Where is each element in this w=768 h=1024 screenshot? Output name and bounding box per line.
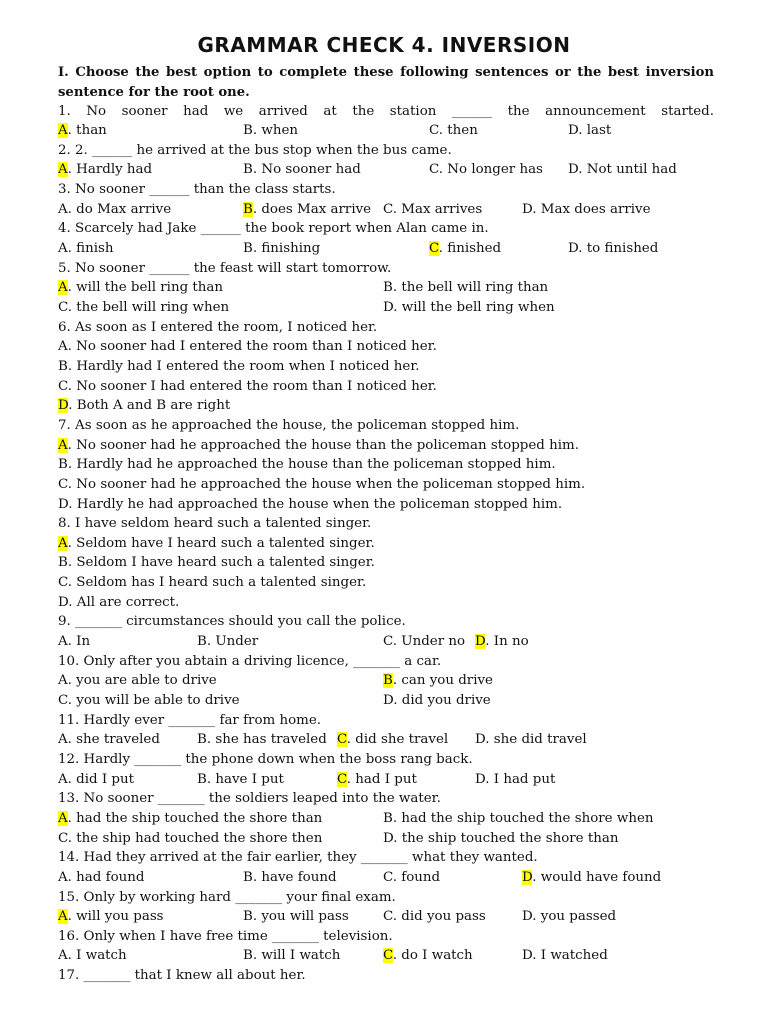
answer-option: [429, 160, 543, 180]
question-text: 7. As soon as he approached the house, the policeman stopped him.: [58, 417, 520, 433]
answer-option: [383, 200, 482, 220]
option-letter: B: [383, 673, 393, 689]
question-text: 8. I have seldom heard such a talented singer.: [58, 516, 372, 532]
option-letter: C: [383, 909, 393, 925]
option-letter: C: [383, 948, 393, 964]
option-letter: A: [58, 869, 68, 885]
answer-option: [522, 200, 651, 220]
answer-option: [58, 946, 127, 966]
option-letter: D: [58, 594, 69, 610]
answer-option: [383, 829, 618, 849]
answer-option: [58, 495, 562, 515]
option-letter: C: [58, 830, 68, 846]
option-letter: B: [243, 162, 253, 178]
option-text: . you passed: [532, 909, 617, 925]
answer-option: [58, 357, 420, 377]
option-letter: A: [58, 810, 68, 826]
option-text: . Both A and B are right: [68, 398, 231, 414]
option-text: . had I put: [346, 771, 417, 787]
option-letter: C: [429, 241, 439, 257]
option-letter: C: [58, 693, 68, 708]
option-text: . you will be able to drive: [67, 693, 240, 708]
option-letter: C: [429, 162, 439, 178]
option-text: . finished: [438, 241, 502, 257]
question-text: 4. Scarcely had Jake ______ the book report when Alan came in.: [58, 221, 489, 237]
option-text: . the bell will ring when: [67, 300, 230, 315]
option-text: . Hardly had I entered the room when I noticed her.: [67, 358, 420, 374]
option-letter: D: [522, 948, 533, 964]
option-text: . Not until had: [578, 162, 677, 178]
option-text: . does Max arrive: [252, 201, 372, 217]
option-letter: B: [243, 948, 253, 964]
option-letter: B: [383, 280, 393, 296]
option-letter: C: [383, 634, 393, 650]
option-letter: B: [243, 909, 253, 925]
option-text: . In no: [485, 634, 529, 650]
question-text: 2. 2. ______ he arrived at the bus stop when the bus came.: [58, 142, 452, 158]
option-text: . Max does arrive: [532, 201, 651, 217]
answer-option: [58, 298, 229, 318]
answer-option: [243, 200, 371, 220]
option-text: . finish: [67, 241, 114, 257]
answer-option: [522, 907, 616, 927]
answer-option: [243, 946, 340, 966]
option-text: . do Max arrive: [67, 201, 172, 217]
option-text: . Under no: [392, 634, 466, 650]
answer-option: [58, 671, 217, 691]
option-text: . then: [438, 123, 478, 139]
answer-option: [197, 730, 327, 750]
option-text: . she traveled: [67, 732, 160, 748]
option-text: . did you drive: [393, 693, 491, 708]
option-letter: A: [58, 280, 68, 296]
option-letter: B: [197, 771, 207, 787]
option-text: . do I watch: [392, 948, 473, 964]
option-letter: A: [58, 535, 68, 551]
answer-option: [58, 770, 134, 790]
option-letter: C: [58, 300, 68, 315]
option-text: . I watch: [67, 948, 127, 964]
option-letter: B: [243, 201, 253, 217]
question-text: 9. _______ circumstances should you call the police.: [58, 614, 406, 630]
option-text: . will I watch: [252, 948, 341, 964]
option-letter: C: [58, 378, 68, 394]
option-text: . No sooner had I entered the room than I noticed her.: [67, 339, 437, 355]
option-letter: C: [429, 123, 439, 139]
option-text: . finishing: [252, 241, 321, 257]
answer-option: [58, 436, 579, 456]
option-letter: A: [58, 634, 68, 650]
option-text: . to finished: [578, 241, 659, 257]
option-text: . you will pass: [252, 909, 349, 925]
option-text: . will the bell ring than: [67, 280, 224, 296]
answer-option: [58, 278, 223, 298]
option-letter: D: [475, 634, 486, 650]
option-text: . would have found: [532, 869, 662, 885]
option-letter: A: [58, 123, 68, 139]
question-text: 11. Hardly ever _______ far from home.: [58, 712, 322, 728]
answer-option: [383, 278, 548, 298]
option-text: . Max arrives: [392, 201, 483, 217]
option-text: . have I put: [206, 771, 284, 787]
answer-option: [58, 868, 144, 888]
option-letter: C: [383, 869, 393, 885]
answer-option: [58, 593, 179, 613]
answer-option: [337, 730, 448, 750]
option-text: . had found: [67, 869, 145, 885]
option-letter: D: [383, 300, 394, 315]
answer-option: [58, 121, 107, 141]
answer-option: [568, 121, 611, 141]
option-letter: A: [58, 241, 68, 257]
answer-option: [383, 868, 440, 888]
option-text: . In: [67, 634, 91, 650]
answer-option: [383, 298, 555, 318]
option-letter: D: [58, 398, 69, 414]
answer-option: [58, 829, 322, 849]
worksheet-title: GRAMMAR CHECK 4. INVERSION: [197, 33, 571, 57]
answer-option: [58, 573, 366, 593]
answer-option: [197, 632, 258, 652]
question-text: 5. No sooner ______ the feast will start tomorrow.: [58, 260, 392, 276]
answer-option: [337, 770, 417, 790]
answer-option: [58, 377, 437, 397]
option-letter: A: [58, 909, 68, 925]
question-text: 12. Hardly _______ the phone down when the boss rang back.: [58, 751, 473, 767]
question-text: 6. As soon as I entered the room, I noticed her.: [58, 319, 378, 335]
option-letter: B: [197, 634, 207, 650]
answer-option: [522, 946, 608, 966]
option-letter: C: [337, 771, 347, 787]
option-text: . she has traveled: [206, 732, 327, 748]
question-text: 17. _______ that I knew all about her.: [58, 968, 306, 984]
option-text: . have found: [252, 869, 337, 885]
answer-option: [243, 160, 361, 180]
answer-option: [383, 809, 654, 829]
option-letter: A: [58, 201, 68, 217]
option-letter: A: [58, 771, 68, 787]
option-letter: B: [58, 555, 68, 571]
answer-option: [58, 809, 322, 829]
option-letter: B: [58, 358, 68, 374]
option-text: . Hardly had he approached the house than the policeman stopped him.: [67, 457, 556, 473]
option-letter: D: [475, 771, 486, 787]
option-text: . can you drive: [392, 673, 493, 689]
option-letter: D: [522, 869, 533, 885]
option-text: . No sooner had he approached the house than the policeman stopped him.: [67, 437, 579, 453]
answer-option: [58, 691, 240, 711]
option-letter: A: [58, 339, 68, 355]
answer-option: [58, 534, 375, 554]
answer-option: [475, 632, 529, 652]
option-letter: D: [383, 693, 394, 708]
question-text: 3. No sooner ______ than the class starts.: [58, 182, 336, 198]
option-letter: D: [383, 830, 394, 846]
answer-option: [58, 907, 164, 927]
option-text: . Seldom has I heard such a talented singer.: [67, 575, 367, 591]
option-text: . the ship had touched the shore then: [67, 830, 323, 846]
option-text: . you are able to drive: [67, 673, 217, 689]
answer-option: [475, 730, 587, 750]
option-letter: B: [243, 869, 253, 885]
option-text: . No longer has: [438, 162, 543, 178]
option-letter: B: [243, 241, 253, 257]
question-text: 14. Had they arrived at the fair earlier, they _______ what they wanted.: [58, 850, 538, 866]
option-letter: D: [522, 201, 533, 217]
option-letter: A: [58, 948, 68, 964]
option-text: . last: [578, 123, 612, 139]
option-letter: B: [58, 457, 68, 473]
option-text: . Under: [206, 634, 259, 650]
answer-option: [429, 239, 501, 259]
option-text: . Seldom have I heard such a talented singer.: [67, 535, 375, 551]
option-text: . No sooner I had entered the room than I noticed her.: [67, 378, 437, 394]
option-letter: B: [383, 810, 393, 826]
answer-option: [197, 770, 284, 790]
answer-option: [58, 396, 230, 416]
option-text: . had the ship touched the shore than: [67, 810, 323, 826]
answer-option: [58, 239, 114, 259]
answer-option: [243, 121, 298, 141]
option-letter: D: [568, 123, 579, 139]
option-text: . No sooner had: [252, 162, 361, 178]
answer-option: [568, 160, 677, 180]
question-text: 10. Only after you abtain a driving licence, _______ a car.: [58, 653, 442, 669]
option-text: . Hardly had: [67, 162, 153, 178]
answer-option: [243, 239, 320, 259]
answer-option: [58, 475, 585, 495]
answer-option: [58, 455, 556, 475]
answer-option: [58, 553, 375, 573]
answer-option: [522, 868, 661, 888]
answer-option: [58, 632, 90, 652]
option-letter: A: [58, 162, 68, 178]
option-letter: B: [243, 123, 253, 139]
option-text: . I watched: [532, 948, 608, 964]
option-letter: A: [58, 673, 68, 689]
answer-option: [475, 770, 555, 790]
option-letter: A: [58, 732, 68, 748]
option-text: . the ship touched the shore than: [393, 830, 619, 846]
question-text: 15. Only by working hard _______ your final exam.: [58, 889, 396, 905]
option-text: . had the ship touched the shore when: [392, 810, 654, 826]
option-letter: D: [475, 732, 486, 748]
option-letter: A: [58, 437, 68, 453]
option-letter: C: [58, 575, 68, 591]
answer-option: [58, 730, 160, 750]
option-letter: D: [58, 496, 69, 512]
option-text: . Hardly he had approached the house when the policeman stopped him.: [68, 496, 563, 512]
option-text: . did she travel: [346, 732, 449, 748]
answer-option: [58, 200, 171, 220]
question-text: 1. No sooner had we arrived at the station ______ the announcement started.: [58, 103, 714, 119]
answer-option: [568, 239, 658, 259]
option-text: . she did travel: [485, 732, 587, 748]
option-text: . than: [67, 123, 107, 139]
instructions: I. Choose the best option to complete these following sentences or the best inversion sentence for the root one.: [58, 65, 714, 100]
option-letter: D: [568, 241, 579, 257]
option-text: . when: [252, 123, 298, 139]
option-text: . will you pass: [67, 909, 164, 925]
option-letter: C: [337, 732, 347, 748]
option-letter: C: [383, 201, 393, 217]
option-letter: B: [197, 732, 207, 748]
option-text: . did I put: [67, 771, 134, 787]
option-text: . No sooner had he approached the house when the policeman stopped him.: [67, 476, 586, 492]
option-text: . found: [392, 869, 441, 885]
option-text: . the bell will ring than: [392, 280, 549, 296]
question-text: 13. No sooner _______ the soldiers leaped into the water.: [58, 791, 441, 807]
answer-option: [383, 671, 493, 691]
option-text: . All are correct.: [68, 594, 180, 610]
option-text: . did you pass: [392, 909, 486, 925]
option-letter: D: [522, 909, 533, 925]
answer-option: [383, 946, 473, 966]
answer-option: [383, 632, 465, 652]
answer-option: [383, 907, 486, 927]
option-letter: C: [58, 476, 68, 492]
answer-option: [58, 337, 437, 357]
option-text: . will the bell ring when: [393, 300, 555, 315]
answer-option: [383, 691, 491, 711]
option-text: . Seldom I have heard such a talented singer.: [67, 555, 375, 571]
answer-option: [429, 121, 478, 141]
answer-option: [243, 868, 337, 888]
answer-option: [243, 907, 349, 927]
question-text: 16. Only when I have free time _______ television.: [58, 928, 393, 944]
option-text: . I had put: [485, 771, 556, 787]
option-letter: D: [568, 162, 579, 178]
answer-option: [58, 160, 152, 180]
